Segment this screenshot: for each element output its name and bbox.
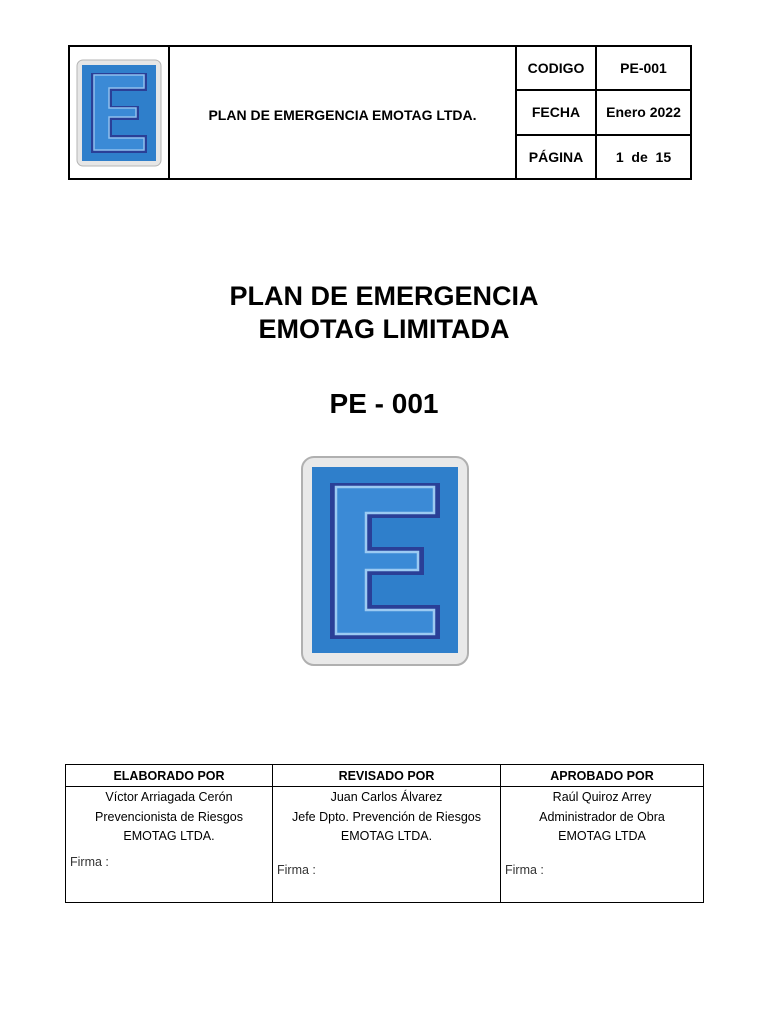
approver-name: Juan Carlos Álvarez xyxy=(330,790,443,804)
header-logo-cell xyxy=(70,47,170,178)
document-code: PE - 001 xyxy=(329,388,439,419)
pagina-label: PÁGINA xyxy=(517,136,597,178)
company-e-logo-large-icon xyxy=(300,455,470,667)
approval-body xyxy=(273,787,500,902)
fecha-value: Enero 2022 xyxy=(606,104,681,121)
fecha-label: FECHA xyxy=(517,91,597,133)
main-logo xyxy=(300,455,470,672)
approval-body xyxy=(501,787,703,902)
approval-table xyxy=(65,764,704,903)
codigo-label: CODIGO xyxy=(517,47,597,89)
signature-label: Firma : xyxy=(277,863,316,877)
approval-heading: APROBADO POR xyxy=(501,765,703,787)
approver-role: Prevencionista de Riesgos xyxy=(95,809,243,824)
approver-company: EMOTAG LTDA xyxy=(558,829,646,843)
approval-heading: REVISADO POR xyxy=(273,765,500,787)
approver-role: Administrador de Obra xyxy=(539,809,665,824)
document-title xyxy=(0,280,768,346)
header-title: PLAN DE EMERGENCIA EMOTAG LTDA. xyxy=(170,47,517,178)
header-row-fecha xyxy=(517,91,690,135)
company-e-logo-icon xyxy=(76,59,162,167)
approver-role: Jefe Dpto. Prevención de Riesgos xyxy=(292,809,481,824)
approver-company: EMOTAG LTDA. xyxy=(123,829,215,843)
codigo-value: PE-001 xyxy=(620,60,667,77)
approver-name: Víctor Arriagada Cerón xyxy=(105,790,233,804)
approval-col-elaborado xyxy=(66,765,273,902)
header-row-codigo xyxy=(517,47,690,91)
approver-company: EMOTAG LTDA. xyxy=(340,829,433,843)
approval-col-aprobado xyxy=(501,765,703,902)
approval-heading: ELABORADO POR xyxy=(66,765,272,787)
title-line-1: PLAN DE EMERGENCIA xyxy=(229,281,539,311)
signature-label: Firma : xyxy=(70,855,109,869)
title-line-2: EMOTAG LIMITADA xyxy=(258,314,510,344)
approval-body xyxy=(66,787,272,902)
header-row-pagina xyxy=(517,136,690,178)
approver-name: Raúl Quiroz Arrey xyxy=(552,790,652,804)
signature-label: Firma : xyxy=(505,863,544,877)
document-header xyxy=(68,45,692,180)
pagina-value: 1 de 15 xyxy=(615,148,672,165)
header-meta xyxy=(517,47,690,178)
approval-col-revisado xyxy=(273,765,501,902)
